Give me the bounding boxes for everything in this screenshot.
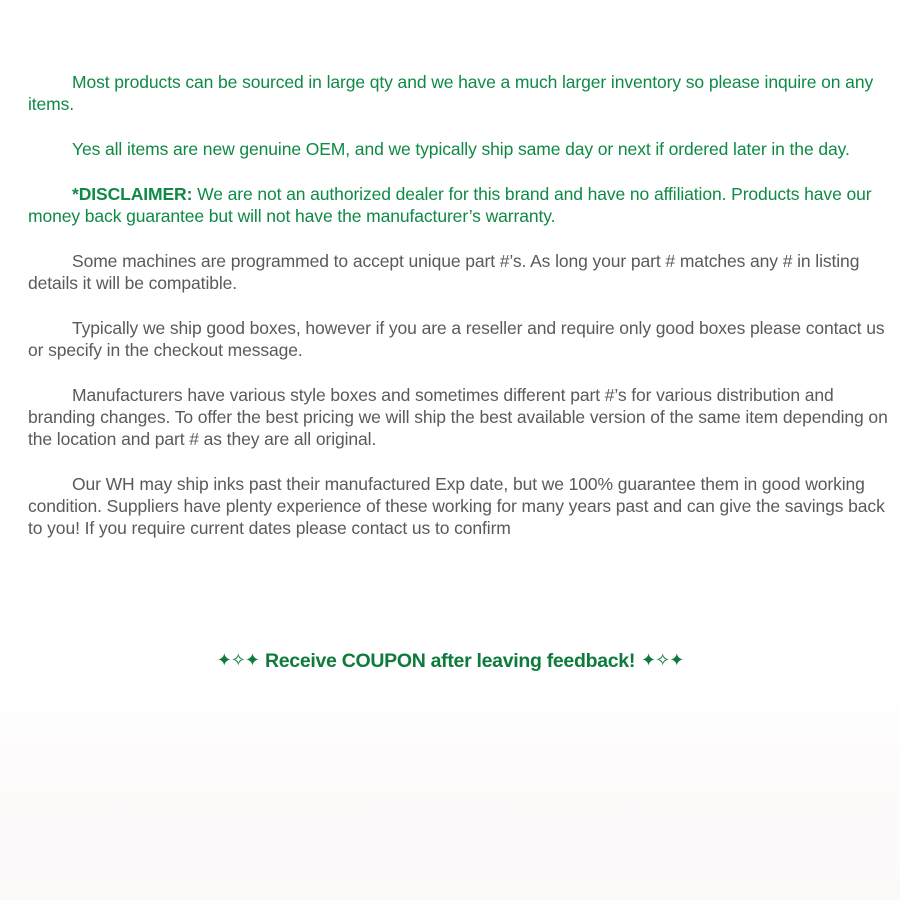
paragraph-genuine-oem bbox=[28, 138, 890, 160]
sparkle-icon: ✦✧✦ bbox=[641, 650, 684, 671]
paragraph-bulk-sourcing bbox=[28, 71, 890, 115]
disclaimer-label: *DISCLAIMER: bbox=[72, 184, 193, 204]
paragraph-text: Yes all items are new genuine OEM, and we typically ship same day or next if ordered later in the day. bbox=[72, 139, 850, 159]
paragraph-text: Manufacturers have various style boxes and sometimes different part #’s for various distribution and branding changes. To offer the best pricing we will ship the best available version of the same item depending on the location and part # as they are all original. bbox=[28, 385, 888, 449]
paragraph-part-numbers bbox=[28, 250, 890, 294]
paragraph-exp-dates bbox=[28, 473, 890, 539]
coupon-banner bbox=[0, 648, 900, 674]
sparkle-icon: ✦✧✦ bbox=[216, 650, 259, 671]
coupon-text: Receive COUPON after leaving feedback! bbox=[264, 650, 636, 672]
paragraph-text: Typically we ship good boxes, however if you are a reseller and require only good boxes please contact us or specify in the checkout message. bbox=[28, 318, 885, 360]
paragraph-boxes bbox=[28, 317, 890, 361]
paragraph-box-styles bbox=[28, 384, 890, 450]
listing-notes bbox=[28, 71, 890, 562]
paragraph-text: Some machines are programmed to accept unique part #’s. As long your part # matches any # in listing details it will be compatible. bbox=[28, 251, 860, 293]
paragraph-text: Most products can be sourced in large qty and we have a much larger inventory so please inquire on any items. bbox=[28, 72, 874, 114]
paragraph-text: We are not an authorized dealer for this brand and have no affiliation. Products have our money back guarantee but will not have the manufacturer’s warranty. bbox=[28, 184, 872, 226]
paragraph-text: Our WH may ship inks past their manufactured Exp date, but we 100% guarantee them in good working condition. Suppliers have plenty experience of these working for many years past and can give the savings back to you! If you require current dates please contact us to confirm bbox=[28, 474, 885, 538]
paragraph-disclaimer bbox=[28, 183, 890, 227]
